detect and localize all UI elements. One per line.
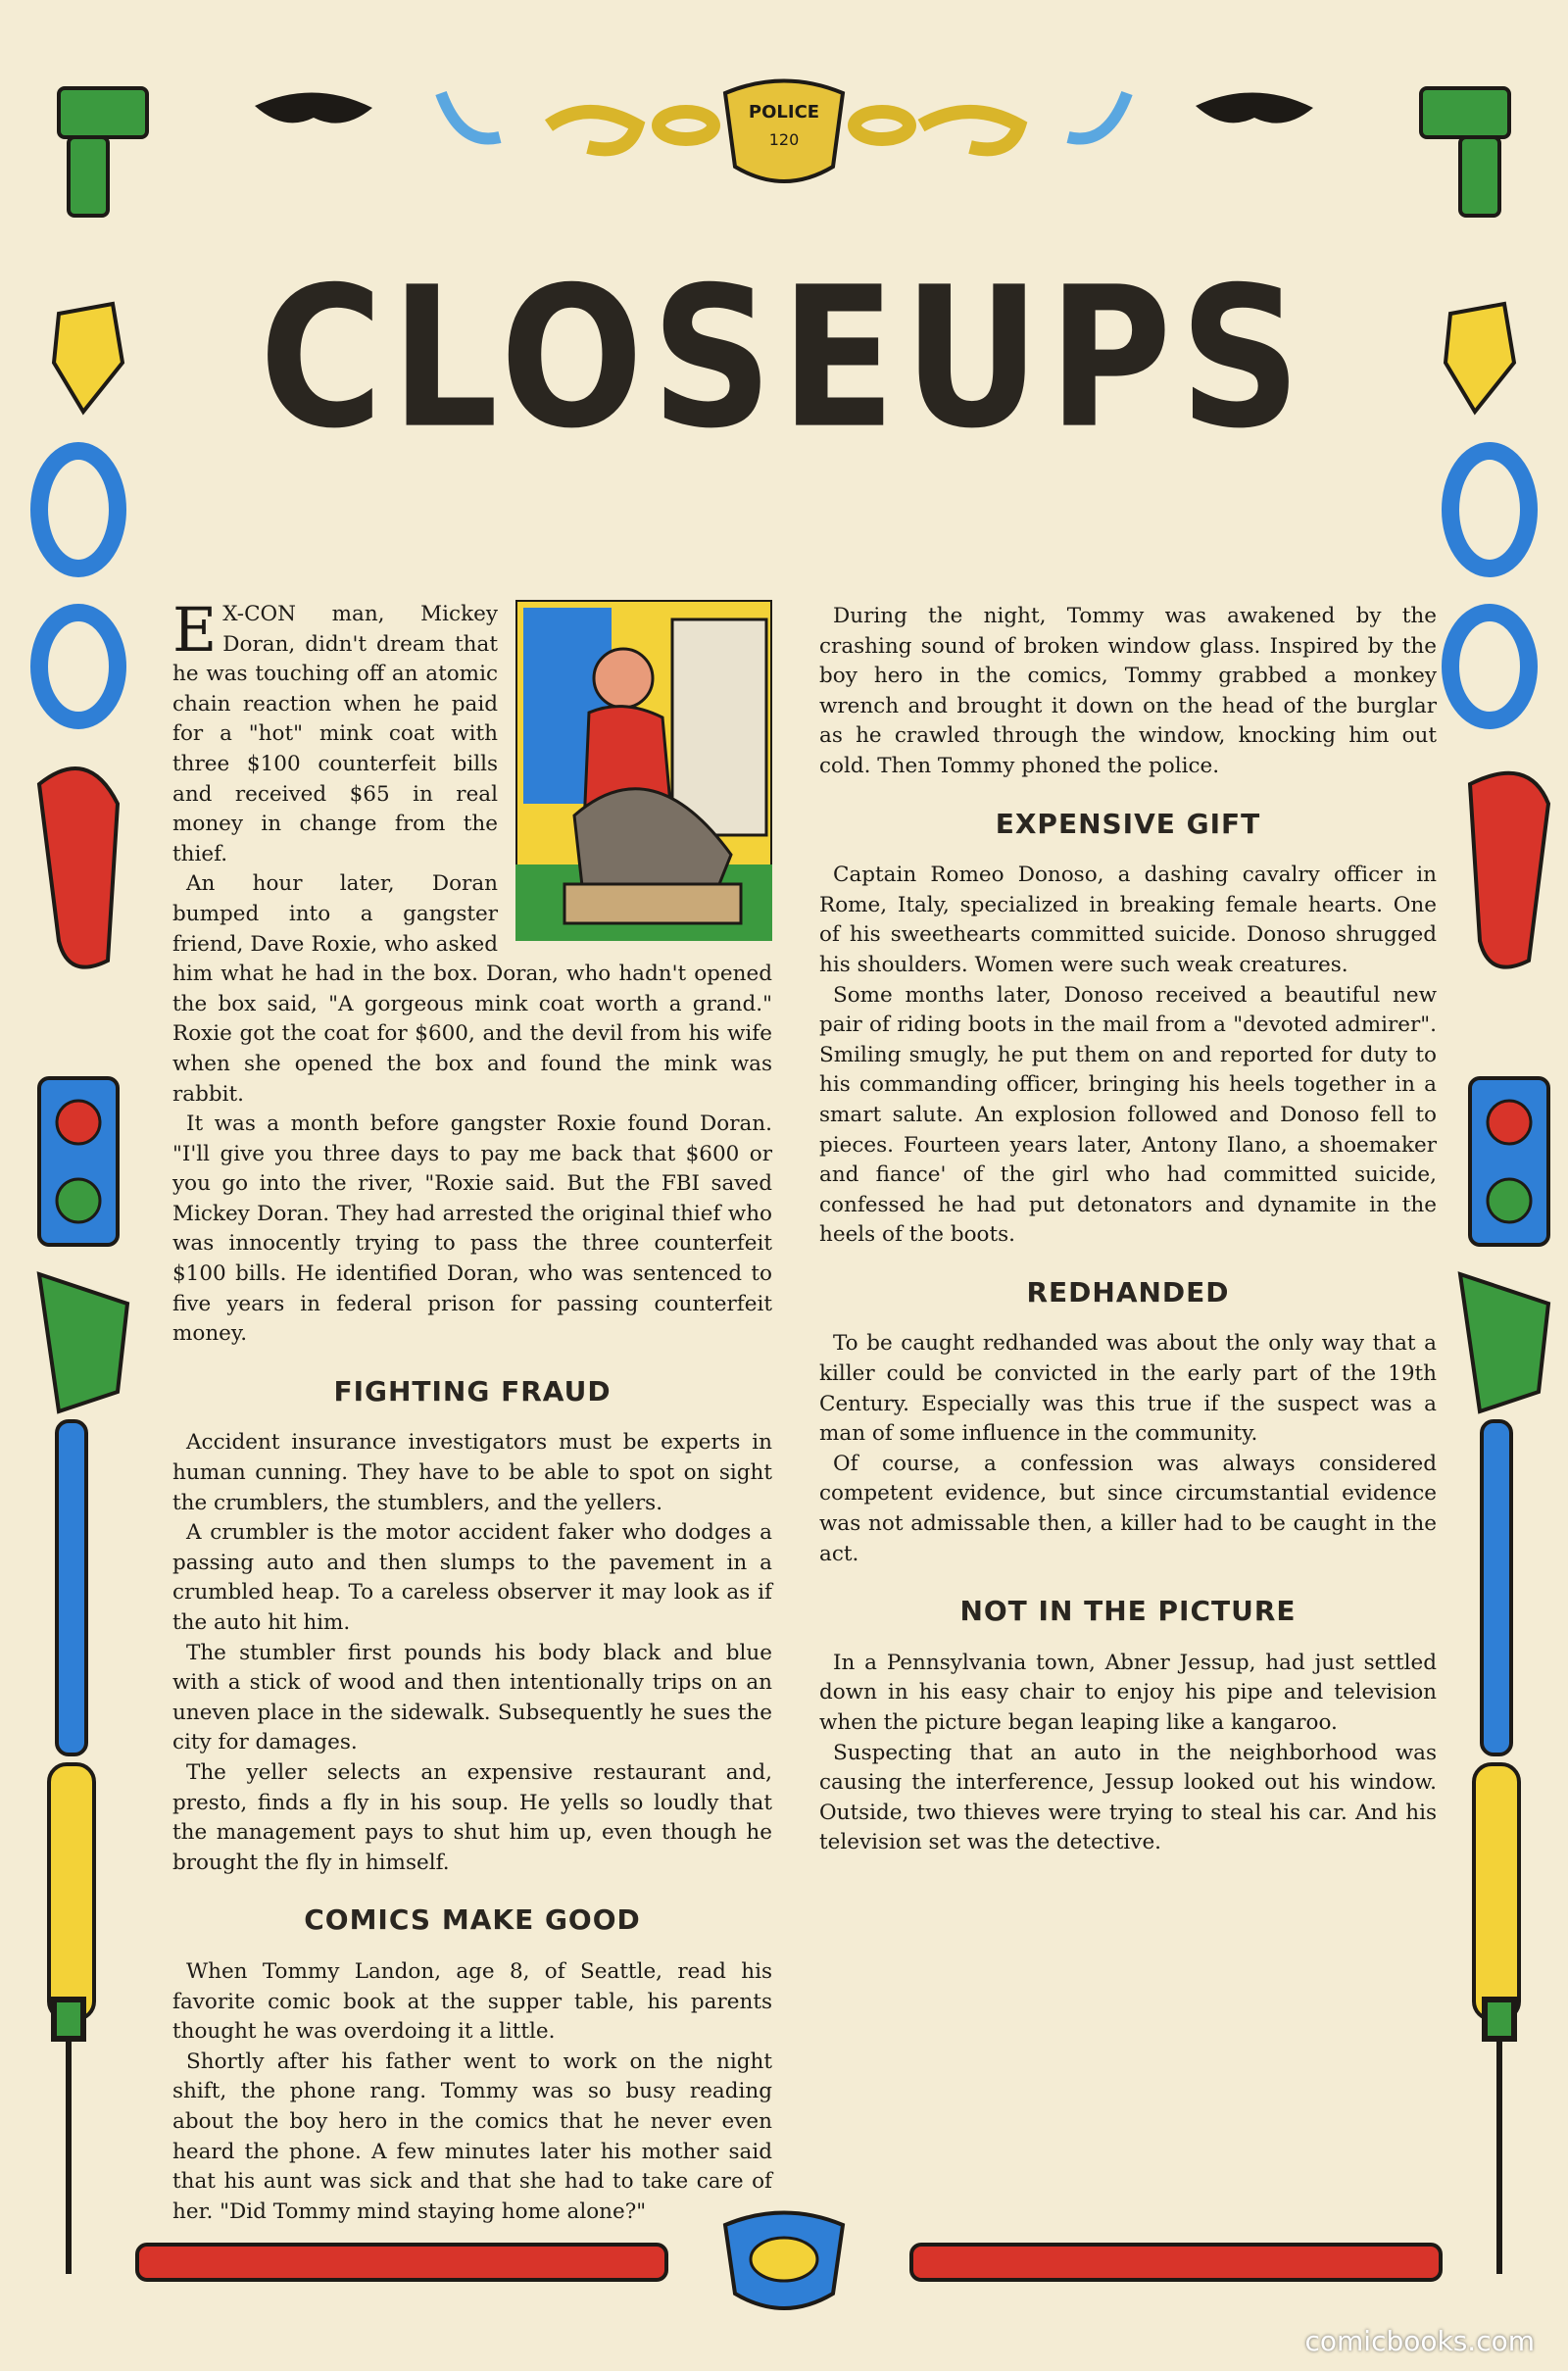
- not-in-picture-paragraph: Suspecting that an auto in the neighborhood was causing the interference, Jessup looked out his window. Outside, two thieves were trying to steal his car. And his television set was the detective.: [819, 1740, 1437, 1855]
- woman-with-box-illustration: [515, 600, 772, 941]
- redhanded-paragraph: Of course, a confession was always considered competent evidence, but since circumstantial evidence was not admissable then, a killer had to be caught in the act.: [819, 1451, 1437, 1566]
- not-in-picture-paragraph: In a Pennsylvania town, Abner Jessup, had just settled down in his easy chair to enjoy his pipe and television when the picture began leaping like a kangaroo.: [819, 1650, 1437, 1735]
- fighting-fraud-paragraph: A crumbler is the motor accident faker who dodges a passing auto and then slumps to the pavement in a crumbled heap. To a careless observer it may look as if the auto hit him.: [172, 1520, 772, 1635]
- page-title: CLOSEUPS: [259, 244, 1309, 471]
- intro-paragraph: E X-CON man, Mickey Doran, didn't dream that he was touching off an atomic chain reaction when he paid for a "hot" mink coat with three $100 counterfeit bills and received $65 in real money in change from the thief.: [172, 594, 498, 866]
- intro-paragraph: An hour later, Doran bumped into a gangster friend, Dave Roxie, who asked him what he had in the box. Doran, who hadn't opened the box said, "A gorgeous mink coat worth a grand." Roxie got the coat for $600, and the devil from his wife when she opened the box and found the mink was rabbit.: [172, 871, 772, 1107]
- fighting-fraud-paragraph: The yeller selects an expensive restaurant and, presto, finds a fly in his soup. He yells so loudly that the management pays to shut him up, even though he brought the fly in himself.: [172, 1759, 772, 1875]
- comics-make-good-paragraph: Shortly after his father went to work on the night shift, the phone rang. Tommy was so busy reading about the boy hero in the comics that he never even heard the phone. A few minutes later his mother said that his aunt was sick and that she had to take care of her. "Did Tommy mind staying home alone?": [172, 2049, 772, 2224]
- comics-make-good-paragraph: When Tommy Landon, age 8, of Seattle, read his favorite comic book at the supper table, his parents thought he was overdoing it a little.: [172, 1958, 772, 2045]
- heading-fighting-fraud: FIGHTING FRAUD: [333, 1374, 612, 1408]
- badge-label: POLICE: [748, 102, 820, 123]
- intro-paragraph: It was a month before gangster Roxie found Doran. "I'll give you three days to pay me back that $600 or you go into the river, "Roxie said. But the FBI saved Mickey Doran. They had arrested the original thief who was innocently trying to pass the three counterfeit $100 bills. He identified Doran, who was sentenced to five years in federal prison for passing counterfeit money.: [172, 1111, 772, 1347]
- heading-redhanded: REDHANDED: [1026, 1275, 1230, 1309]
- right-column: [819, 602, 1437, 1858]
- pistol-icon: [1421, 88, 1509, 216]
- comics-make-good-paragraph: During the night, Tommy was awakened by the crashing sound of broken window glass. Inspired by the boy hero in the comics, Tommy grabbed a monkey wrench and brought it down on the head of the burglar as he crawled through the window, knocking him out cold. Then Tommy phoned the police.: [819, 604, 1437, 778]
- heading-not-in-the-picture: NOT IN THE PICTURE: [959, 1595, 1297, 1628]
- expensive-gift-paragraph: Captain Romeo Donoso, a dashing cavalry officer in Rome, Italy, specialized in breaking female hearts. One of his sweethearts committed suicide. Donoso shrugged his shoulders. Women were such weak creatures.: [819, 863, 1437, 977]
- badge-number: 120: [768, 130, 800, 149]
- heading-comics-make-good: COMICS MAKE GOOD: [304, 1903, 641, 1937]
- watermark: comicbooks.com: [1304, 2325, 1535, 2357]
- redhanded-paragraph: To be caught redhanded was about the only way that a killer could be convicted in the early part of the 19th Century. Especially was this true if the suspect was a man of some influence in the community.: [819, 1331, 1437, 1447]
- fighting-fraud-paragraph: The stumbler first pounds his body black and blue with a stick of wood and then intentionally trips on an uneven place in the sidewalk. Subsequently he sues the city for damages.: [172, 1640, 772, 1755]
- fighting-fraud-paragraph: Accident insurance investigators must be experts in human cunning. They have to be able to spot on sight the crumblers, the stumblers, and the yellers.: [172, 1430, 772, 1515]
- expensive-gift-paragraph: Some months later, Donoso received a beautiful new pair of riding boots in the mail from a "devoted admirer". Smiling smugly, he put them on and reported for duty to his commanding officer, bringing his heels together in a smart salute. An explosion followed and Donoso fell to pieces. Fourteen years later, Antony Ilano, a shoemaker and fiance' of the girl who had committed suicide, confessed he had put detonators and dynamite in the heels of the boots.: [819, 982, 1437, 1248]
- heading-expensive-gift: EXPENSIVE GIFT: [995, 807, 1261, 840]
- police-badge-icon: [725, 81, 843, 182]
- drop-cap: E: [172, 594, 218, 666]
- left-column: [172, 594, 772, 2227]
- pistol-icon: [59, 88, 147, 216]
